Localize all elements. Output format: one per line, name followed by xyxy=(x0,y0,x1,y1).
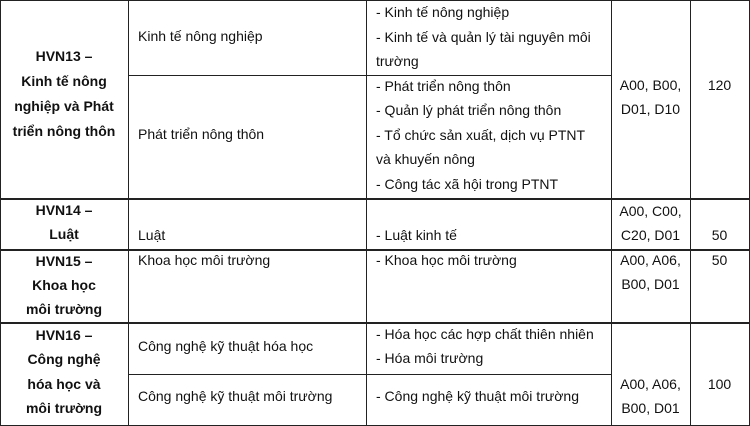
program-name-line: môi trường xyxy=(25,400,103,416)
specialization: - Phát triển nông thôn xyxy=(376,78,511,94)
specialization: - Kinh tế nông nghiệp xyxy=(376,4,510,20)
major-name: Khoa học môi trường xyxy=(138,252,271,268)
major-name: Công nghệ kỹ thuật môi trường xyxy=(138,388,333,404)
row-border xyxy=(128,374,611,375)
major-name: Luật xyxy=(138,227,166,243)
program-name-line: Khoa học xyxy=(32,277,96,293)
program-name-line: Kinh tế nông xyxy=(21,73,107,89)
major-name: Kinh tế nông nghiệp xyxy=(138,28,263,44)
specialization: - Quản lý phát triển nông thôn xyxy=(376,102,562,118)
program-name-line: Công nghệ xyxy=(27,351,101,367)
specialization: - Kinh tế và quản lý tài nguyên môi xyxy=(376,29,591,45)
subject-groups: A00, A06, xyxy=(620,376,681,392)
specialization: - Luật kinh tế xyxy=(376,227,457,243)
program-code: HVN16 – xyxy=(35,327,93,343)
subject-groups: A00, B00, xyxy=(619,77,682,93)
program-code: HVN15 – xyxy=(35,253,93,269)
program-name-line: hóa học và xyxy=(27,376,101,392)
col-border xyxy=(690,0,691,426)
specialization: và khuyến nông xyxy=(376,151,475,167)
specialization: - Hóa môi trường xyxy=(376,350,484,366)
subject-groups: D01, D10 xyxy=(620,101,681,117)
subject-groups: B00, D01 xyxy=(621,276,680,292)
subject-groups: A00, C00, xyxy=(619,203,682,219)
col-border xyxy=(128,0,129,426)
subject-groups: A00, A06, xyxy=(620,252,681,268)
col-border xyxy=(366,0,367,426)
quota: 50 xyxy=(711,252,728,268)
specialization: trường xyxy=(376,53,419,69)
specialization: - Hóa học các hợp chất thiên nhiên xyxy=(376,326,594,342)
row-border xyxy=(128,75,611,76)
program-code: HVN14 – xyxy=(35,202,93,218)
subject-groups: B00, D01 xyxy=(621,400,680,416)
quota: 100 xyxy=(707,376,732,392)
specialization: - Tổ chức sản xuất, dịch vụ PTNT xyxy=(376,127,586,143)
program-name-line: triển nông thôn xyxy=(12,123,116,139)
subject-groups: C20, D01 xyxy=(620,227,681,243)
program-name-line: môi trường xyxy=(25,301,103,317)
specialization: - Khoa học môi trường xyxy=(376,252,517,268)
row-border xyxy=(0,322,750,324)
specialization: - Công tác xã hội trong PTNT xyxy=(376,176,559,192)
row-border xyxy=(0,0,750,1)
quota: 120 xyxy=(707,77,732,93)
row-border xyxy=(0,198,750,200)
program-name-line: nghiệp và Phát xyxy=(14,98,114,114)
row-border xyxy=(0,249,750,251)
program-code: HVN13 – xyxy=(35,48,93,64)
major-name: Công nghệ kỹ thuật hóa học xyxy=(138,338,314,354)
major-name: Phát triển nông thôn xyxy=(138,126,265,142)
specialization: - Công nghệ kỹ thuật môi trường xyxy=(376,388,579,404)
quota: 50 xyxy=(711,227,728,243)
program-name-line: Luật xyxy=(49,226,79,242)
